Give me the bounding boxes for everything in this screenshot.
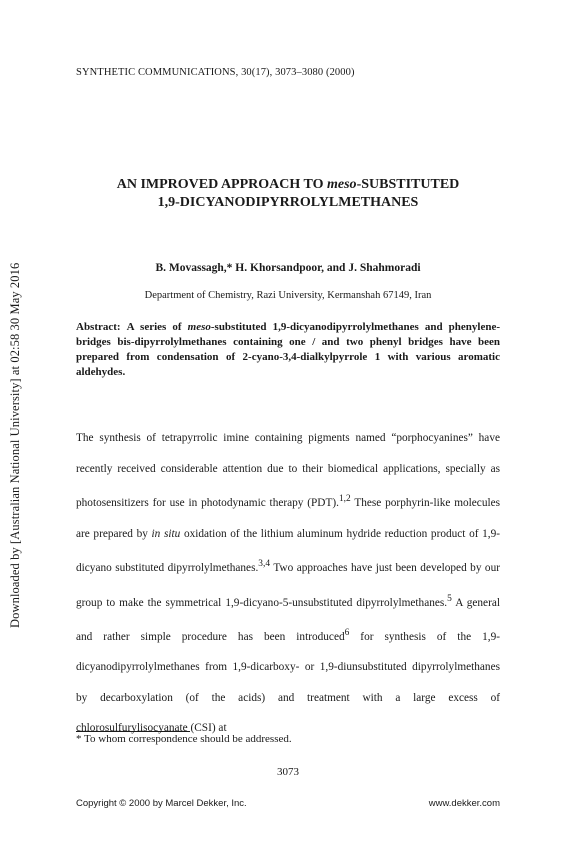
body-text [76, 423, 500, 744]
footnote-rule [76, 731, 190, 732]
body-paragraph [76, 423, 500, 744]
body-text-4: Two approaches have just been developed by our group to make the symmetrical 1,9-dicyano-5-unsubstituted dipyrrolylmethanes. [76, 561, 500, 609]
authors: B. Movassagh,* H. Khorsandpoor, and J. Shahmoradi [155, 262, 421, 274]
abstract-label: Abstract: [76, 321, 121, 333]
body-italic-in-situ: in situ [151, 527, 181, 540]
copyright-line: Copyright © 2000 by Marcel Dekker, Inc. [76, 798, 247, 809]
download-notice: Downloaded by [Australian National University] at 02:58 30 May 2016 [8, 262, 22, 628]
abstract-text-1: A series of [126, 321, 188, 333]
abstract-text-2: -substituted 1,9-dicyanodipyrrolylmethanes and phenylene-bridges bis-dipyrrolylmethanes containing one / and two phenyl bridges have been prepared from condensation of 2-cyano-3,4-dialkylpyrrole 1 with various aromatic aldehydes. [76, 321, 500, 378]
journal-header: SYNTHETIC COMMUNICATIONS, 30(17), 3073–3080 (2000) [76, 67, 355, 78]
footnote: * To whom correspondence should be addressed. [76, 733, 292, 745]
page-number: 3073 [277, 766, 299, 778]
body-text-2: These porphyrin-like molecules are prepared by [76, 496, 501, 540]
citation-5: 5 [447, 593, 452, 604]
article-title [76, 176, 500, 212]
title-text-b: -SUBSTITUTED [356, 177, 460, 192]
title-italic-meso: meso [327, 177, 357, 192]
citation-3-4: 3,4 [258, 559, 271, 570]
abstract [76, 320, 500, 380]
body-text-3: oxidation of the lithium aluminum hydride reduction product of 1,9-dicyano substituted dipyrrolylmethanes. [76, 527, 501, 574]
title-line-1 [76, 176, 500, 194]
body-text-6: for synthesis of the 1,9-dicyanodipyrrolylmethanes from 1,9-dicarboxy- or 1,9-diunsubstituted dipyrrolylmethanes by decarboxylation (of the acids) and treatment with a large excess of chlorosulfurylisocyanate (CSI) at [76, 630, 500, 735]
abstract-italic-meso: meso [187, 321, 211, 333]
citation-6: 6 [344, 627, 350, 638]
citation-1-2: 1,2 [338, 494, 351, 505]
title-text-a: AN IMPROVED APPROACH TO [116, 177, 327, 192]
affiliation: Department of Chemistry, Razi University, Kermanshah 67149, Iran [144, 290, 432, 301]
body-text-5: A general and rather simple procedure has been introduced [76, 596, 500, 643]
body-text-1: The synthesis of tetrapyrrolic imine containing pigments named “porphocyanines” have recently received considerable attention due to their biomedical applications, specially as photosensitizers for use in photodynamic therapy (PDT). [76, 432, 500, 509]
publisher-website: www.dekker.com [428, 798, 500, 809]
title-line-2: 1,9-DICYANODIPYRROLYLMETHANES [157, 195, 419, 210]
